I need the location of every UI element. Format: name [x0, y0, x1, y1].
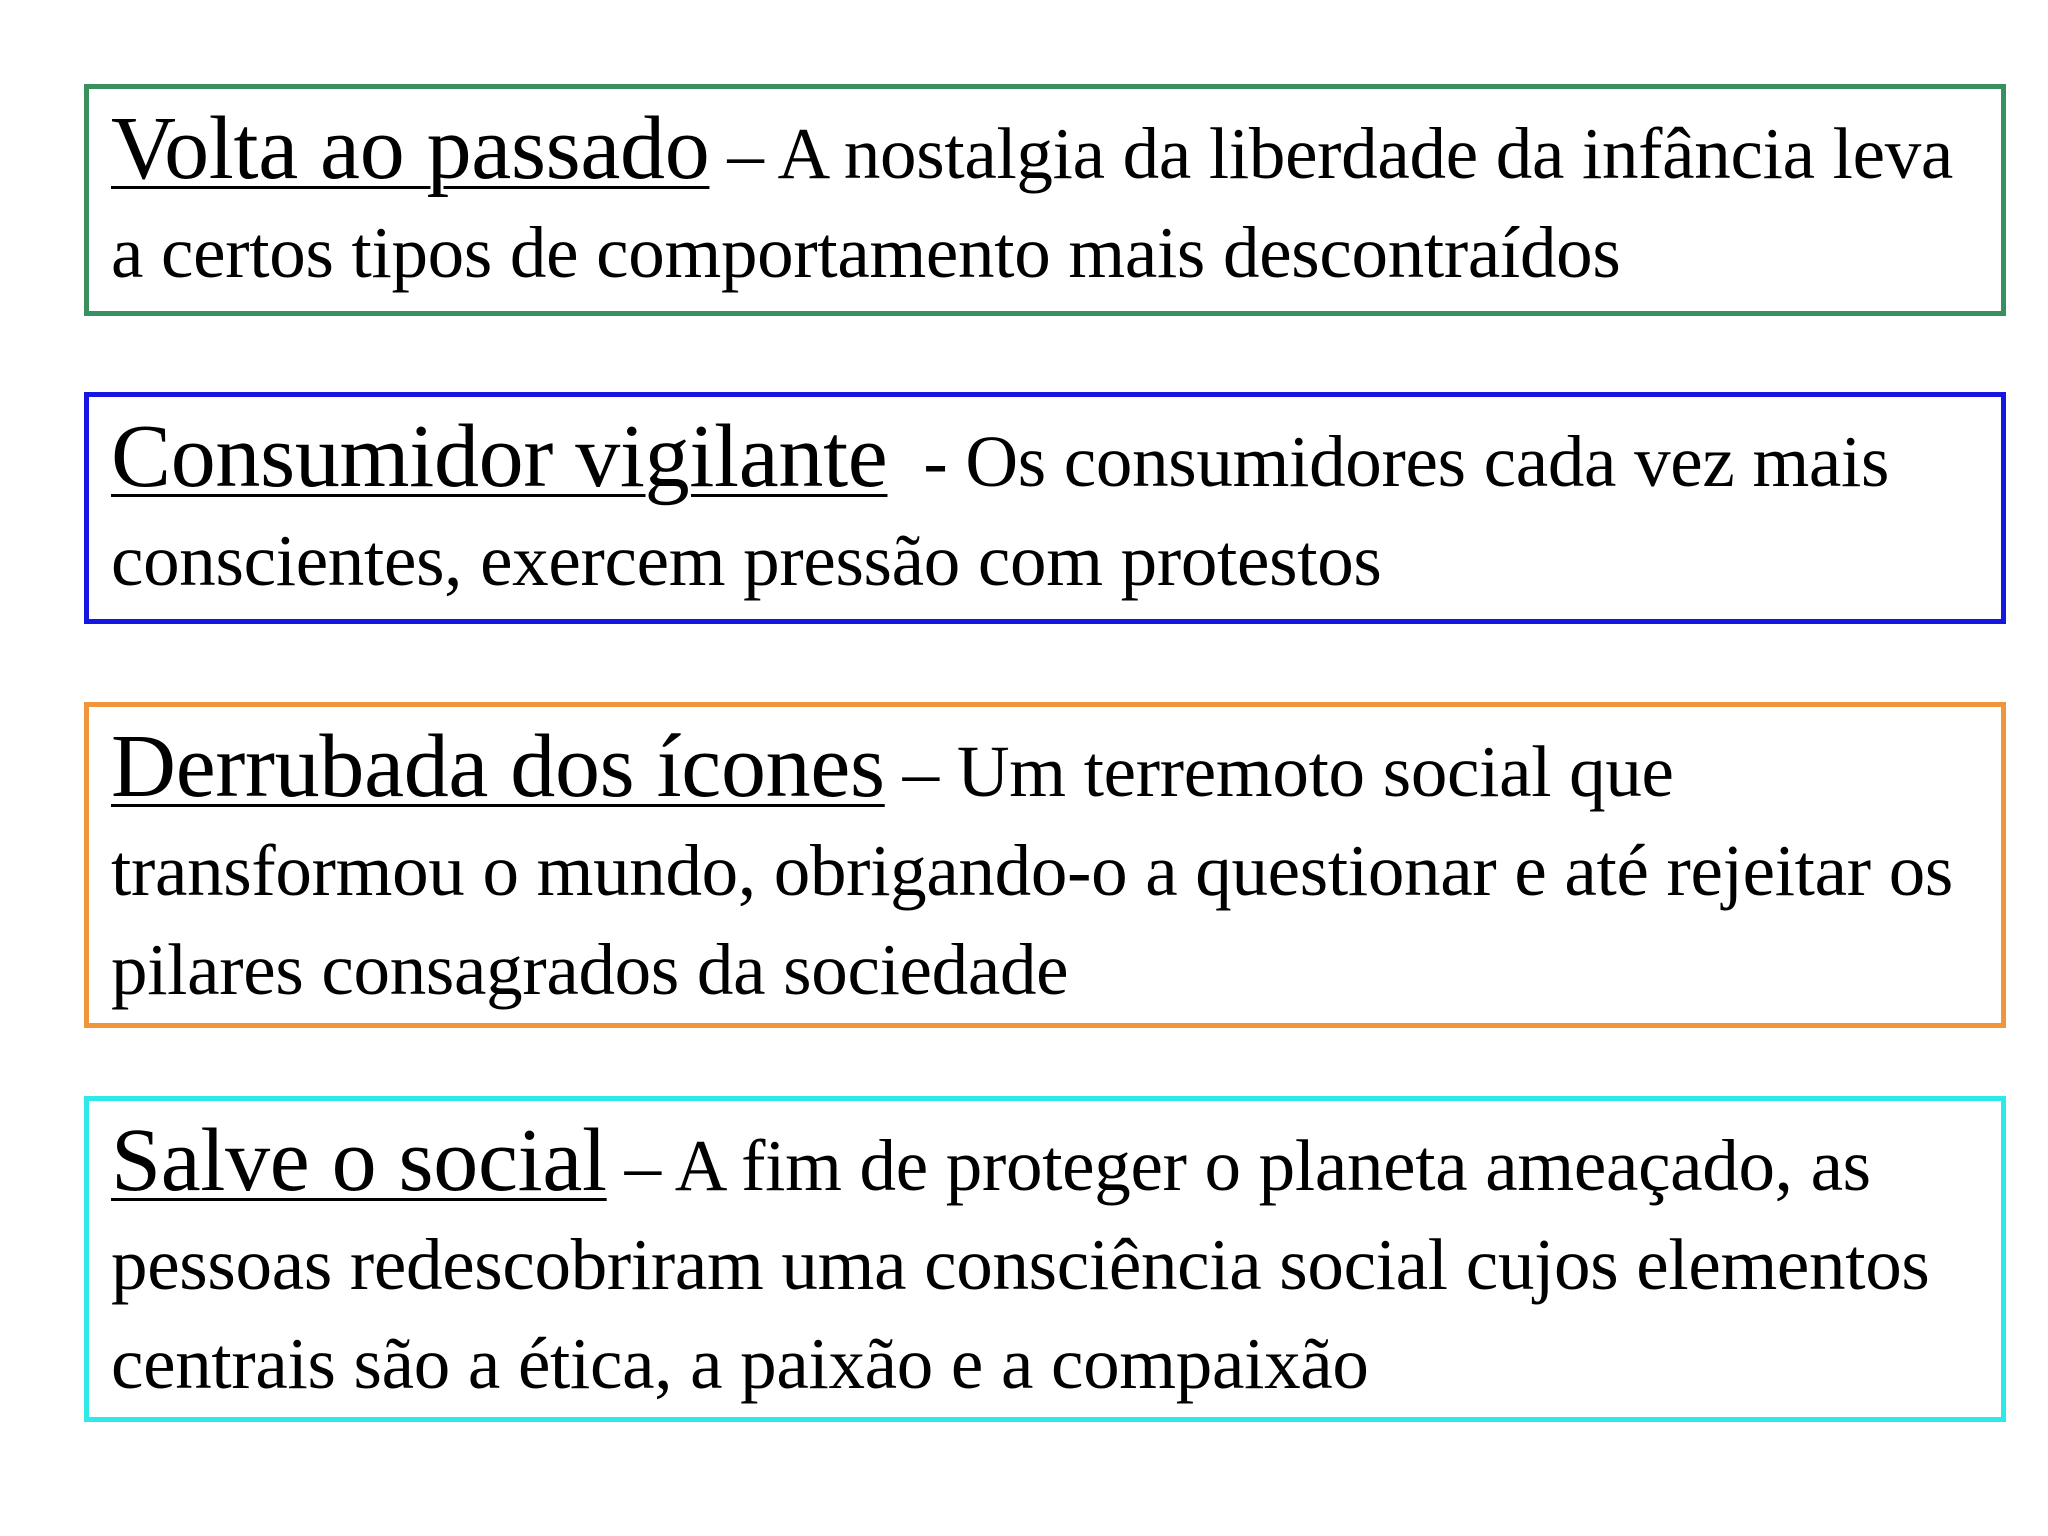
trend-card-title: Derrubada dos ícones: [111, 717, 885, 816]
trend-card-salve-o-social: [84, 1096, 2006, 1422]
trend-card-separator: –: [709, 113, 778, 194]
trend-card-text: [111, 99, 1979, 302]
trend-card-derrubada-dos-icones: [84, 702, 2006, 1028]
trend-card-separator: -: [887, 421, 966, 502]
trend-card-description: Os consumidores cada vez mais conscientes, exercem pressão com protestos: [111, 421, 1890, 601]
trend-card-title: Volta ao passado: [111, 99, 710, 198]
trend-card-text: [111, 407, 1979, 610]
trend-card-text: [111, 1111, 1979, 1413]
trend-card-separator: –: [606, 1125, 675, 1206]
trend-card-separator: –: [884, 731, 957, 812]
trend-card-title: Consumidor vigilante: [111, 407, 888, 506]
trend-card-description: A fim de proteger o planeta ameaçado, as pessoas redescobriram uma consciência social cujos elementos centrais são a ética, a paixão e a compaixão: [111, 1125, 1930, 1404]
trend-card-volta-ao-passado: [84, 84, 2006, 316]
trend-card-description: A nostalgia da liberdade da infância leva a certos tipos de comportamento mais descontraídos: [111, 113, 1953, 293]
trend-card-description: Um terremoto social que transformou o mundo, obrigando-o a questionar e até rejeitar os pilares consagrados da sociedade: [111, 731, 1954, 1010]
trend-card-consumidor-vigilante: [84, 392, 2006, 624]
trend-card-text: [111, 717, 1979, 1019]
trend-card-title: Salve o social: [111, 1111, 607, 1210]
